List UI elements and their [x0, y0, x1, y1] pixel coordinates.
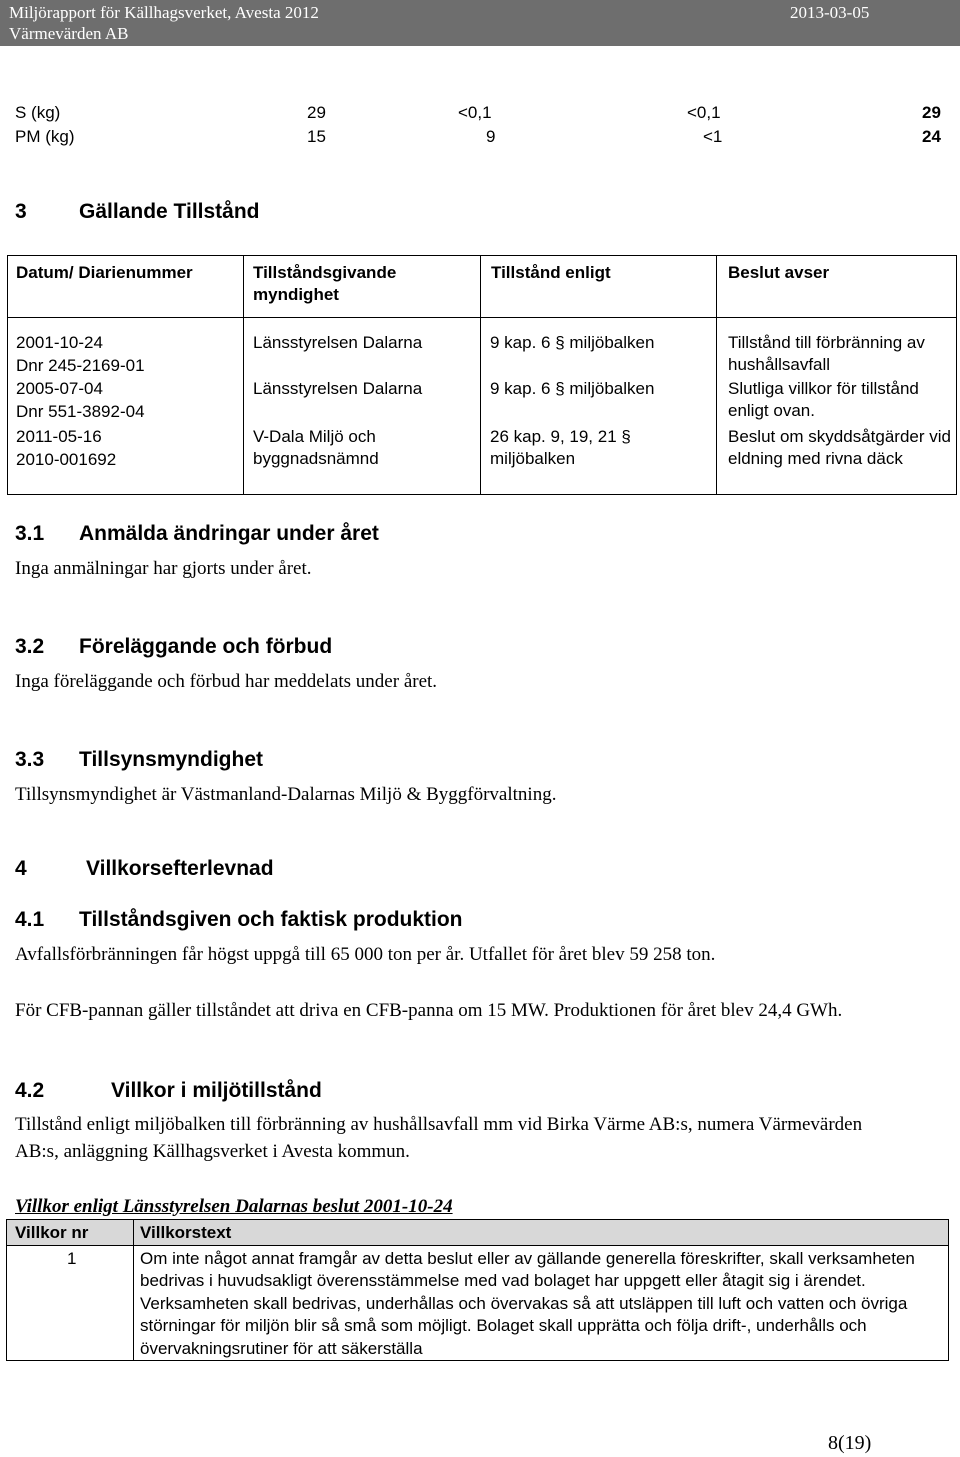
table-divider	[480, 256, 481, 494]
column-header-authority: Tillståndsgivande myndighet	[253, 263, 397, 304]
section-4-number: 4	[15, 857, 27, 880]
permit-decision: Slutliga villkor för tillstånd enligt ovan.	[728, 379, 919, 420]
section-3-2-number: 3.2	[15, 635, 45, 658]
table-divider	[8, 317, 956, 318]
section-3-2-text: Inga föreläggande och förbud har meddelats under året.	[15, 671, 438, 692]
section-3-number: 3	[15, 200, 27, 223]
condition-number: 1	[67, 1249, 77, 1268]
permit-decision: Tillstånd till förbränning av hushållsavfall	[728, 333, 925, 374]
permit-law: 9 kap. 6 § miljöbalken	[490, 379, 655, 398]
section-3-1-title: Anmälda ändringar under året	[79, 522, 379, 545]
table-divider	[243, 256, 244, 494]
permit-dnr: 2010-001692	[16, 450, 117, 469]
permit-date: 2011-05-16	[16, 427, 102, 446]
permits-table	[7, 255, 957, 495]
permit-authority: Länsstyrelsen Dalarna	[253, 333, 423, 352]
column-header-text: Villkorstext	[140, 1223, 232, 1242]
emission-value: 29	[307, 103, 326, 122]
condition-text: Om inte något annat framgår av detta beslut eller av gällande generella föreskrifter, skall verksamheten bedrivas i huvudsakligt överensstämmelse med vad bolaget har uppgett eller åtagit sig i ärendet. Verksamheten skall bedrivas, underhållas och övervakas så att utsläppen till luft och vatten och övriga störningar för miljön blir så små som möjligt. Bolaget skall upprätta och följa drift-, underhålls och övervakningsrutiner för att säkerställa	[140, 1249, 915, 1358]
table-divider	[133, 1220, 134, 1360]
section-3-title: Gällande Tillstånd	[79, 200, 260, 223]
page-number: 8(19)	[828, 1432, 872, 1454]
report-date: 2013-03-05	[790, 3, 870, 22]
report-title: Miljörapport för Källhagsverket, Avesta 2012	[9, 3, 319, 22]
column-header-law: Tillstånd enligt	[491, 263, 611, 282]
permit-authority: Länsstyrelsen Dalarna	[253, 379, 423, 398]
section-4-2-number: 4.2	[15, 1079, 45, 1102]
permit-law: 26 kap. 9, 19, 21 § miljöbalken	[490, 427, 631, 468]
section-3-1-text: Inga anmälningar har gjorts under året.	[15, 558, 312, 579]
permit-decision: Beslut om skyddsåtgärder vid eldning med rivna däck	[728, 427, 951, 468]
page-header	[0, 0, 960, 46]
emission-total: 24	[922, 127, 941, 146]
section-4-title: Villkorsefterlevnad	[86, 857, 274, 880]
table-divider	[716, 256, 717, 494]
conditions-table	[6, 1219, 949, 1361]
permit-dnr: Dnr 551-3892-04	[16, 402, 145, 421]
column-header-nr: Villkor nr	[15, 1223, 89, 1242]
column-header-decision: Beslut avser	[728, 263, 830, 282]
permit-authority: V-Dala Miljö och byggnadsnämnd	[253, 427, 379, 468]
column-header-date: Datum/ Diarienummer	[16, 263, 193, 282]
permit-date: 2001-10-24	[16, 333, 103, 352]
section-3-2-title: Föreläggande och förbud	[79, 635, 333, 658]
section-3-3-title: Tillsynsmyndighet	[79, 748, 263, 771]
emission-value: 9	[486, 127, 496, 146]
section-3-3-text: Tillsynsmyndighet är Västmanland-Dalarnas Miljö & Byggförvaltning.	[15, 784, 557, 805]
emission-value: <0,1	[687, 103, 721, 122]
emission-value: 15	[307, 127, 326, 146]
section-3-3-number: 3.3	[15, 748, 45, 771]
emission-label: S (kg)	[15, 103, 61, 122]
emission-value: <1	[703, 127, 723, 146]
emission-value: <0,1	[458, 103, 492, 122]
company-name: Värmevärden AB	[9, 24, 129, 43]
conditions-title: Villkor enligt Länsstyrelsen Dalarnas beslut 2001-10-24	[15, 1196, 453, 1217]
section-4-1-number: 4.1	[15, 908, 45, 931]
permit-date: 2005-07-04	[16, 379, 103, 398]
section-3-1-number: 3.1	[15, 522, 45, 545]
emission-label: PM (kg)	[15, 127, 75, 146]
section-4-1-paragraph-1: Avfallsförbränningen får högst uppgå till 65 000 ton per år. Utfallet för året blev 59 258 ton.	[15, 944, 716, 965]
section-4-2-text: Tillstånd enligt miljöbalken till förbränning av hushållsavfall mm vid Birka Värme AB:s, numera Värmevärden AB:s, anläggning Källhagsverket i Avesta kommun.	[15, 1114, 863, 1162]
section-4-2-title: Villkor i miljötillstånd	[111, 1079, 322, 1102]
emission-total: 29	[922, 103, 941, 122]
permit-dnr: Dnr 245-2169-01	[16, 356, 145, 375]
section-4-1-title: Tillståndsgiven och faktisk produktion	[79, 908, 463, 931]
section-4-1-paragraph-2: För CFB-pannan gäller tillståndet att driva en CFB-panna om 15 MW. Produktionen för året blev 24,4 GWh.	[15, 1000, 843, 1021]
permit-law: 9 kap. 6 § miljöbalken	[490, 333, 655, 352]
